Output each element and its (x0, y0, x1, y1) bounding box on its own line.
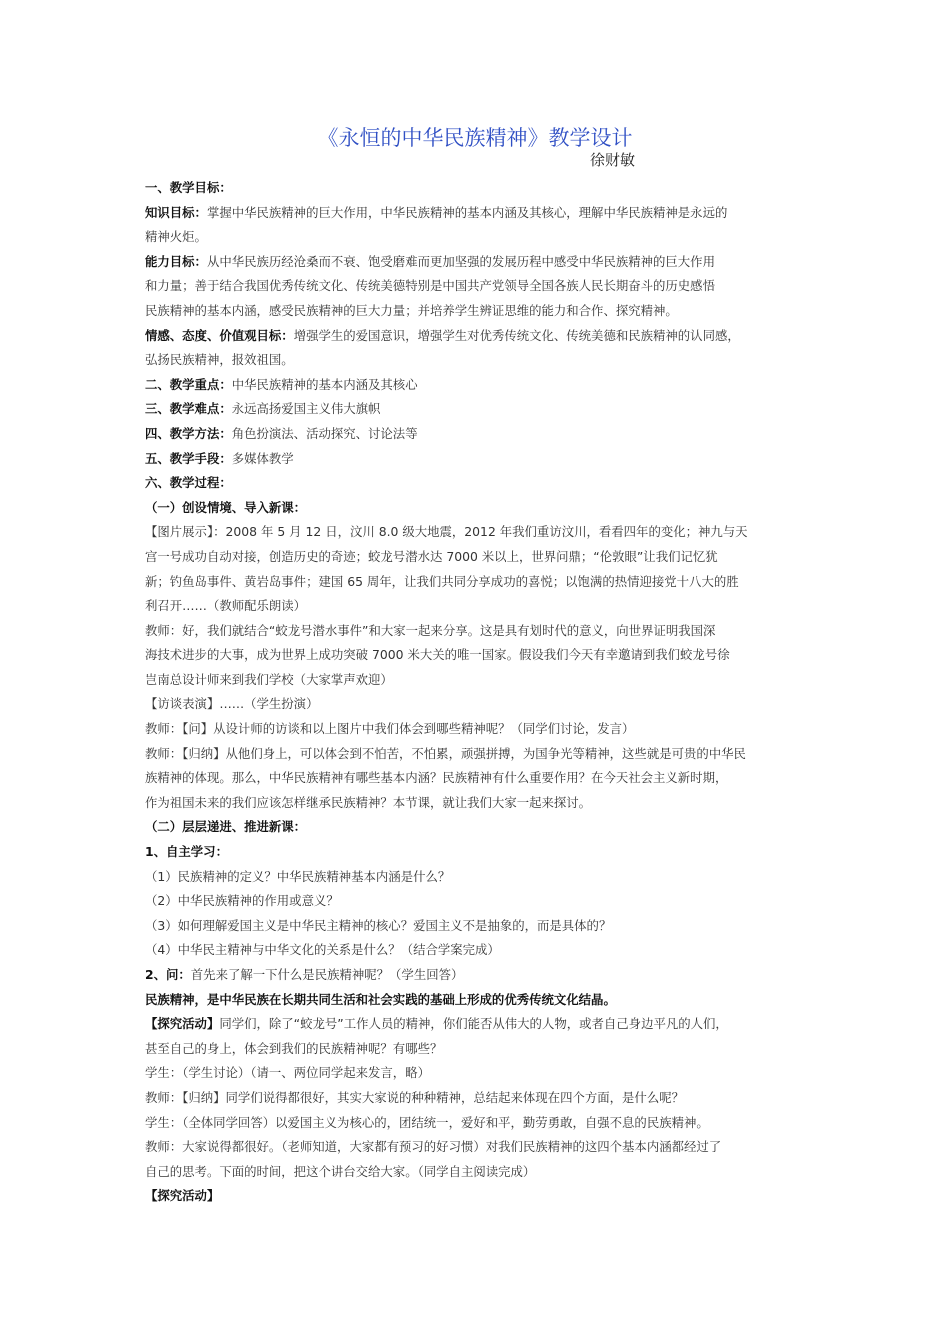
text-line (145, 1012, 810, 1037)
text-line (145, 520, 810, 545)
text-line (145, 889, 810, 914)
text-line (145, 1111, 810, 1136)
line-text: 宫一号成功自动对接，创造历史的奇迹；蛟龙号潜水达 7000 米以上，世界问鼎；“伦敦眼”让我们记忆犹 (145, 548, 718, 564)
line-label: （二）层层递进、推进新课： (145, 819, 307, 835)
text-line (145, 545, 810, 570)
text-line (145, 865, 810, 890)
text-line (145, 250, 810, 275)
line-text: 【图片展示】：2008 年 5 月 12 日，汶川 8.0 级大地震，2012 年我们重访汶川，看看四年的变化；神九与天 (145, 524, 748, 540)
text-line (145, 643, 810, 668)
line-label: 二、教学重点： (145, 376, 232, 392)
line-text: 岂南总设计师来到我们学校（大家掌声欢迎） (145, 671, 393, 687)
text-line (145, 914, 810, 939)
line-text: 新；钓鱼岛事件、黄岩岛事件；建国 65 周年，让我们共同分享成功的喜悦；以饱满的热情迎接党十八大的胜 (145, 573, 739, 589)
line-text: 教师：好，我们就结合“蛟龙号潜水事件”和大家一起来分享。这是具有划时代的意义，向世界证明我国深 (145, 622, 716, 638)
line-text: 教师：【问】从设计师的访谈和以上图片中我们体会到哪些精神呢？（同学们讨论，发言） (145, 721, 635, 737)
text-line (145, 397, 810, 422)
line-text: 中华民族精神的基本内涵及其核心 (231, 376, 418, 392)
text-line (145, 176, 810, 201)
line-text: 学生：（全体同学回答）以爱国主义为核心的，团结统一，爱好和平，勤劳勇敢，自强不息的民族精神。 (145, 1114, 709, 1130)
text-line (145, 496, 810, 521)
text-line (145, 815, 810, 840)
text-line (145, 274, 810, 299)
line-label: 2、问： (145, 967, 191, 982)
line-text: 增强学生的爱国意识，增强学生对优秀传统文化、传统美德和民族精神的认同感， (293, 327, 740, 343)
text-line (145, 766, 810, 791)
document-title: 《永恒的中华民族精神》教学设计 (317, 126, 633, 150)
line-text: 同学们，除了“蛟龙号”工作人员的精神，你们能否从伟大的人物，或者自己身边平凡的人们， (219, 1016, 728, 1032)
line-label: 情感、态度、价值观目标： (145, 327, 294, 343)
text-line (145, 570, 810, 595)
line-text: 海技术进步的大事，成为世界上成功突破 7000 米大关的唯一国家。假设我们今天有幸邀请到我们蛟龙号徐 (145, 647, 730, 663)
text-line (145, 447, 810, 472)
line-text: 首先来了解一下什么是民族精神呢？（学生回答） (190, 967, 464, 982)
document-body (145, 176, 810, 1209)
line-text: 族精神的体现。那么，中华民族精神有哪些基本内涵？民族精神有什么重要作用？在今天社会主义新时期， (145, 770, 728, 786)
text-line (145, 988, 810, 1013)
text-line (145, 594, 810, 619)
text-line (145, 963, 810, 988)
line-text: 教师：【归纳】从他们身上，可以体会到不怕苦，不怕累，顽强拼搏，为国争光等精神，这些就是可贵的中华民 (145, 745, 746, 761)
line-text: 永远高扬爱国主义伟大旗帜 (231, 401, 381, 417)
line-text: （2）中华民族精神的作用或意义？ (145, 893, 339, 909)
line-text: 利召开……（教师配乐朗读） (145, 598, 307, 614)
line-text: 角色扮演法、活动探究、讨论法等 (231, 425, 418, 441)
line-text: 精神火炬。 (145, 229, 207, 245)
text-line (145, 225, 810, 250)
text-line (145, 1184, 810, 1209)
text-line (145, 668, 810, 693)
line-label: 能力目标： (145, 253, 207, 269)
line-text: 从中华民族历经沧桑而不衰、饱受磨难而更加坚强的发展历程中感受中华民族精神的巨大作用 (206, 253, 715, 269)
text-line (145, 1135, 810, 1160)
line-text: 掌握中华民族精神的巨大作用，中华民族精神的基本内涵及其核心，理解中华民族精神是永远的 (206, 204, 728, 220)
line-label: 【探究活动】 (145, 1188, 220, 1204)
line-text: 自己的思考。下面的时间，把这个讲台交给大家。（同学自主阅读完成） (145, 1163, 536, 1179)
line-text: 教师：【归纳】同学们说得都很好，其实大家说的种种精神，总结起来体现在四个方面，是什么呢？ (145, 1089, 684, 1105)
author-name: 徐财敏 (590, 151, 636, 169)
line-label: 【探究活动】 (145, 1016, 220, 1032)
text-line (145, 791, 810, 816)
text-line (145, 1160, 810, 1185)
text-line (145, 692, 810, 717)
text-line (145, 324, 810, 349)
line-label: 民族精神，是中华民族在长期共同生活和社会实践的基础上形成的优秀传统文化结晶。 (145, 991, 616, 1007)
text-line (145, 742, 810, 767)
line-text: （3）如何理解爱国主义是中华民主精神的核心？爱国主义不是抽象的，而是具体的？ (145, 917, 612, 933)
text-line (145, 1086, 810, 1111)
text-line (145, 840, 810, 865)
line-text: （1）民族精神的定义？中华民族精神基本内涵是什么？ (145, 868, 451, 884)
text-line (145, 299, 810, 324)
line-label: 五、教学手段： (145, 450, 232, 466)
line-text: 学生：（学生讨论）（请一、两位同学起来发言，略） (145, 1065, 430, 1081)
line-label: 知识目标： (145, 204, 207, 220)
text-line (145, 348, 810, 373)
text-line (145, 619, 810, 644)
line-text: 民族精神的基本内涵，感受民族精神的巨大力量；并培养学生辨证思维的能力和合作、探究精神。 (145, 302, 678, 318)
text-line (145, 1037, 810, 1062)
line-label: 1、自主学习： (145, 844, 228, 860)
line-label: 四、教学方法： (145, 425, 232, 441)
text-line (145, 373, 810, 398)
text-line (145, 201, 810, 226)
line-text: 【访谈表演】……（学生扮演） (145, 696, 319, 712)
text-line (145, 938, 810, 963)
text-line (145, 471, 810, 496)
text-line (145, 717, 810, 742)
line-text: 教师：大家说得都很好。（老师知道，大家都有预习的好习惯）对我们民族精神的这四个基本内涵都经过了 (145, 1139, 722, 1155)
line-label: 三、教学难点： (145, 401, 232, 417)
text-line (145, 1061, 810, 1086)
line-label: （一）创设情境、导入新课： (145, 499, 307, 515)
line-text: 和力量；善于结合我国优秀传统文化、传统美德特别是中国共产党领导全国各族人民长期奋斗的历史感悟 (145, 278, 715, 294)
line-label: 一、教学目标： (145, 180, 232, 195)
text-line (145, 422, 810, 447)
line-text: 甚至自己的身上，体会到我们的民族精神呢？有哪些？ (145, 1040, 443, 1056)
line-text: （4）中华民主精神与中华文化的关系是什么？（结合学案完成） (145, 942, 500, 958)
line-text: 弘扬民族精神，报效祖国。 (145, 352, 294, 368)
line-text: 作为祖国未来的我们应该怎样继承民族精神？本节课，就让我们大家一起来探讨。 (145, 794, 592, 810)
line-text: 多媒体教学 (231, 450, 294, 466)
line-label: 六、教学过程： (145, 475, 232, 491)
